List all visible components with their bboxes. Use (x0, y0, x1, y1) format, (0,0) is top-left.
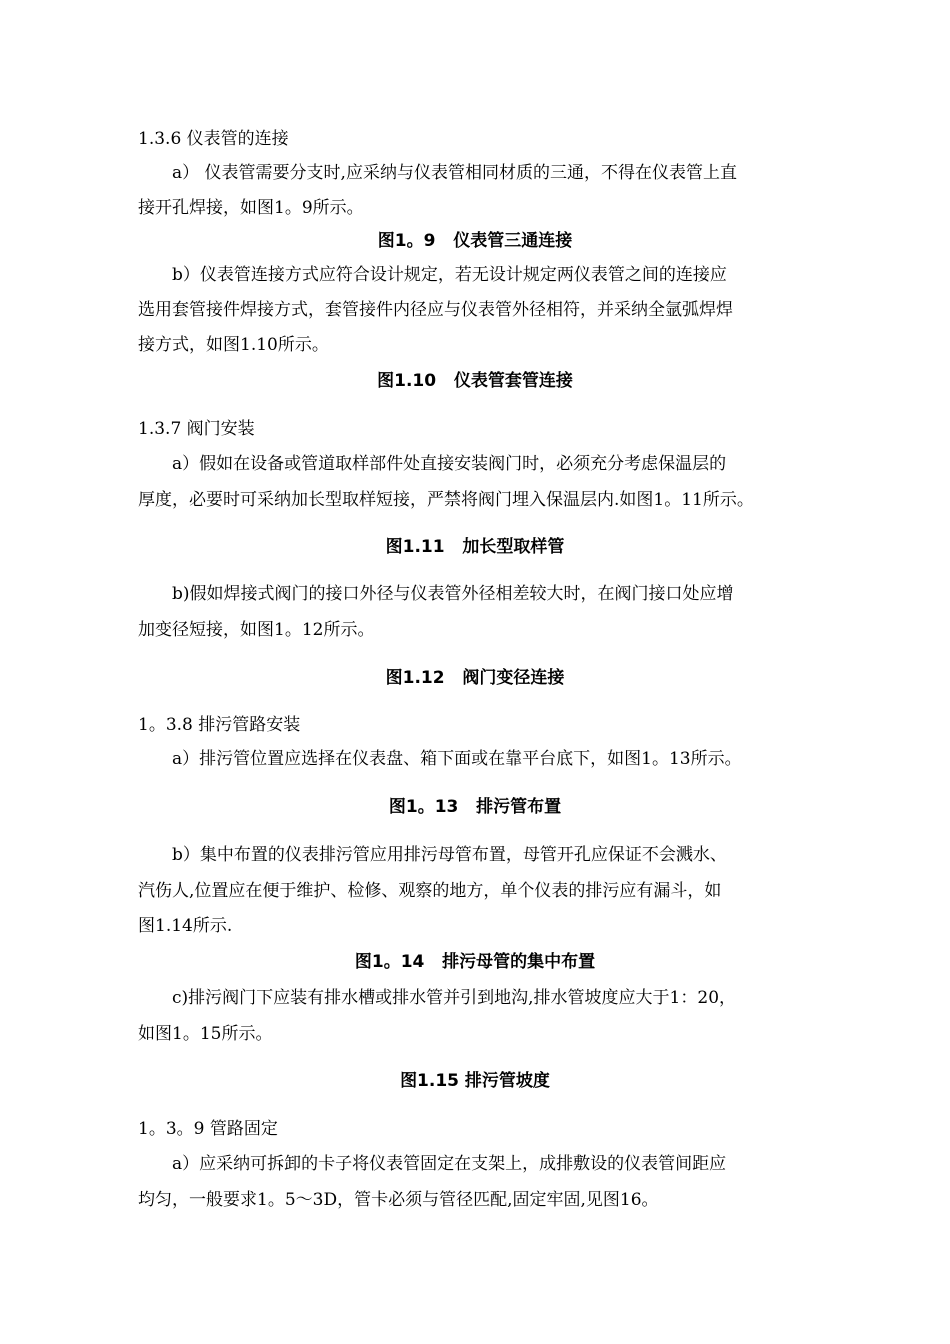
paragraph-line: c)排污阀门下应装有排水槽或排水管并引到地沟,排水管坡度应大于1：20， (172, 988, 737, 1008)
figure-caption-1-10: 图1.10 仪表管套管连接 (377, 371, 573, 391)
figure-caption-1-15: 图1.15 排污管坡度 (400, 1071, 550, 1091)
paragraph-line: 加变径短接，如图1。12所示。 (138, 620, 375, 640)
paragraph-line: a）假如在设备或管道取样部件处直接安装阀门时，必须充分考虑保温层的 (172, 454, 727, 474)
paragraph-line: a） 仪表管需要分支时,应采纳与仪表管相同材质的三通，不得在仪表管上直 (172, 163, 737, 183)
figure-caption-1-14: 图1。14 排污母管的集中布置 (354, 952, 596, 972)
figure-caption-1-13: 图1。13 排污管布置 (388, 797, 562, 817)
paragraph-line: b）仪表管连接方式应符合设计规定，若无设计规定两仪表管之间的连接应 (172, 265, 727, 285)
paragraph-line: 接方式，如图1.10所示。 (138, 335, 329, 355)
figure-caption-1-9: 图1。9 仪表管三通连接 (377, 231, 573, 251)
section-heading-1-3-8: 1。3.8 排污管路安装 (138, 715, 301, 735)
section-heading-1-3-7: 1.3.7 阀门安装 (138, 419, 255, 439)
paragraph-line: 如图1。15所示。 (138, 1024, 273, 1044)
paragraph-line: 均匀，一般要求1。5～3D，管卡必须与管径匹配,固定牢固,见图16。 (138, 1190, 659, 1210)
paragraph-line: 汽伤人,位置应在便于维护、检修、观察的地方，单个仪表的排污应有漏斗，如 (138, 881, 722, 901)
paragraph-line: 图1.14所示. (138, 916, 233, 936)
paragraph-line: 选用套管接件焊接方式，套管接件内径应与仪表管外径相符，并采纳全氩弧焊焊 (138, 300, 733, 320)
paragraph-line: 接开孔焊接，如图1。9所示。 (138, 198, 364, 218)
paragraph-line: b)假如焊接式阀门的接口外径与仪表管外径相差较大时，在阀门接口处应增 (172, 584, 734, 604)
figure-caption-1-12: 图1.12 阀门变径连接 (385, 668, 565, 688)
paragraph-line: a）应采纳可拆卸的卡子将仪表管固定在支架上，成排敷设的仪表管间距应 (172, 1154, 727, 1174)
section-heading-1-3-9: 1。3。9 管路固定 (138, 1119, 278, 1139)
paragraph-line: 厚度，必要时可采纳加长型取样短接，严禁将阀门埋入保温层内.如图1。11所示。 (138, 490, 754, 510)
section-heading-1-3-6: 1.3.6 仪表管的连接 (138, 129, 289, 149)
paragraph-line: b）集中布置的仪表排污管应用排污母管布置，母管开孔应保证不会溅水、 (172, 845, 727, 865)
figure-caption-1-11: 图1.11 加长型取样管 (385, 537, 565, 557)
paragraph-line: a）排污管位置应选择在仪表盘、箱下面或在靠平台底下，如图1。13所示。 (172, 749, 742, 769)
